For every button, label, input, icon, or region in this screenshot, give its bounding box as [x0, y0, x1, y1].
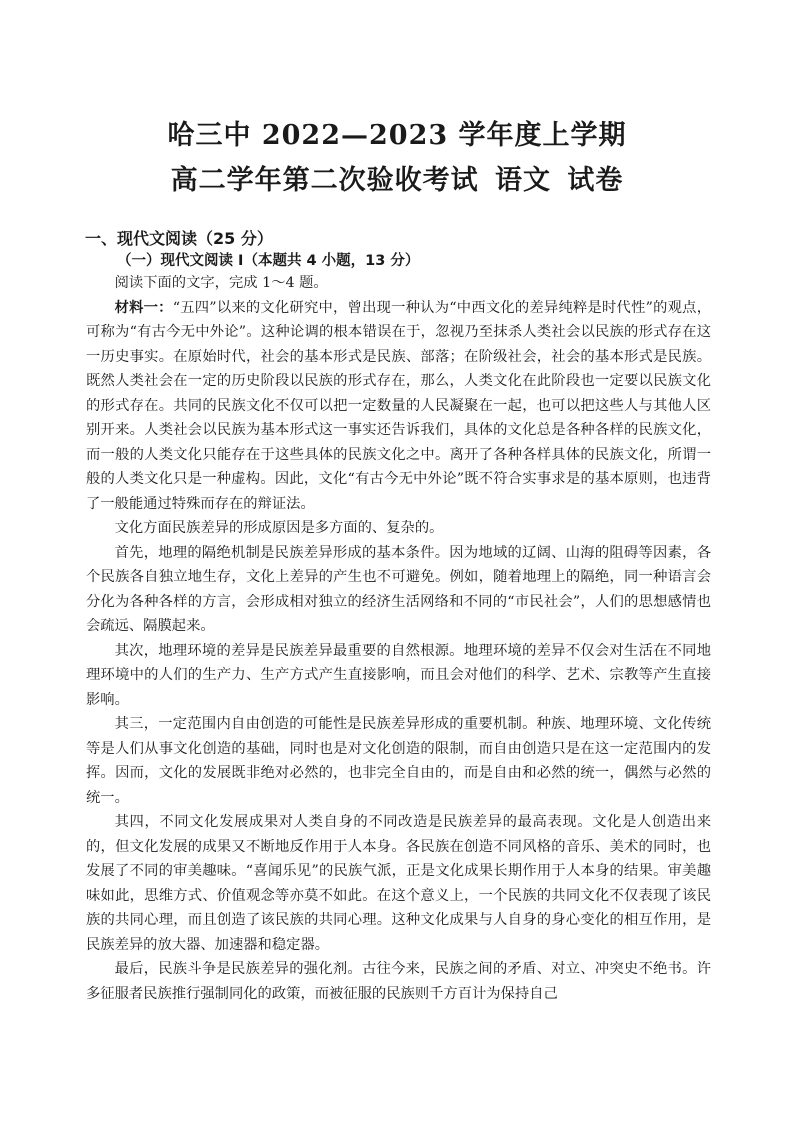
exam-title-suffix: 试卷	[567, 165, 624, 196]
paragraph: 最后，民族斗争是民族差异的强化剂。古往今来，民族之间的矛盾、对立、冲突史不绝书。许多征服者民族推行强制同化的政策，而被征服的民族则千方百计为保持自己	[86, 961, 711, 1002]
paragraph-material-one	[86, 296, 711, 517]
paragraph-text: “五四”以来的文化研究中，曾出现一种认为“中西文化的差异纯粹是时代性”的观点，可称为“有古今无中外论”。这种论调的根本错误在于，忽视乃至抹杀人类社会以民族的形式存在这一历史事实。在原始时代，社会的基本形式是民族、部落；在阶级社会，社会的基本形式是民族。既然人类社会在一定的历史阶段以民族的形式存在，那么，人类文化在此阶段也一定要以民族文化的形式存在。共同的民族文化不仅可以把一定数量的人民凝聚在一起，也可以把这些人与其他人区别开来。人类社会以民族为基本形式这一事实还告诉我们，具体的文化总是各种各样的民族文化，而一般的人类文化只能存在于这些具体的民族文化之中。离开了各种各样具体的民族文化，所谓一般的人类文化只是一种虚构。因此，文化“有古今无中外论”既不符合实事求是的基本原则，也违背了一般能通过特殊而存在的辩证法。	[86, 299, 712, 512]
reading-passage	[86, 271, 711, 1006]
paragraph: 首先，地理的隔绝机制是民族差异形成的基本条件。因为地域的辽阔、山海的阻碍等因素，各个民族各自独立地生存，文化上差异的产生也不可避免。例如，随着地理上的隔绝，同一种语言会分化为各种各样的方言，会形成相对独立的经济生活网络和不同的“市民社会”，人们的思想感情也会疏远、隔膜起来。	[86, 544, 711, 634]
paragraph: 其三，一定范围内自由创造的可能性是民族差异形成的重要机制。种族、地理环境、文化传统等是人们从事文化创造的基础，同时也是对文化创造的限制，而自由创造只是在这一定范围内的发挥。因而，文化的发展既非绝对必然的，也非完全自由的，而是自由和必然的统一，偶然与必然的统一。	[86, 716, 711, 806]
material-label: 材料一：	[114, 299, 173, 316]
paragraph: 其次，地理环境的差异是民族差异最重要的自然根源。地理环境的差异不仅会对生活在不同地理环境中的人们的生产力、生产方式产生直接影响，而且会对他们的科学、艺术、宗教等产生直接影响。	[86, 642, 711, 708]
subsection-heading: （一）现代文阅读 I（本题共 4 小题，13 分）	[117, 253, 420, 269]
paragraph: 文化方面民族差异的形成原因是多方面的、复杂的。	[114, 520, 444, 536]
instruction-text: 阅读下面的文字，完成 1～4 题。	[114, 275, 328, 291]
paragraph: 其四，不同文化发展成果对人类自身的不同改造是民族差异的最高表现。文化是人创造出来的，但文化发展的成果又不断地反作用于人本身。各民族在创造不同风格的音乐、美术的同时，也发展了不同的审美趣味。“喜闻乐见”的民族气派，正是文化成果长期作用于人本身的结果。审美趣味如此，思维方式、价值观念等亦莫不如此。在这个意义上，一个民族的共同文化不仅表现了该民族的共同心理，而且创造了该民族的共同心理。这种文化成果与人自身的身心变化的相互作用，是民族差异的放大器、加速器和稳定器。	[86, 814, 711, 953]
exam-title-line1: 哈三中 2022—2023 学年度上学期	[167, 120, 627, 151]
section-heading: 一、现代文阅读（25 分）	[85, 229, 273, 248]
exam-title-prefix: 高二学年第二次验收考试	[170, 165, 479, 196]
exam-title-line2	[0, 158, 794, 197]
exam-subject: 语文	[495, 165, 551, 196]
